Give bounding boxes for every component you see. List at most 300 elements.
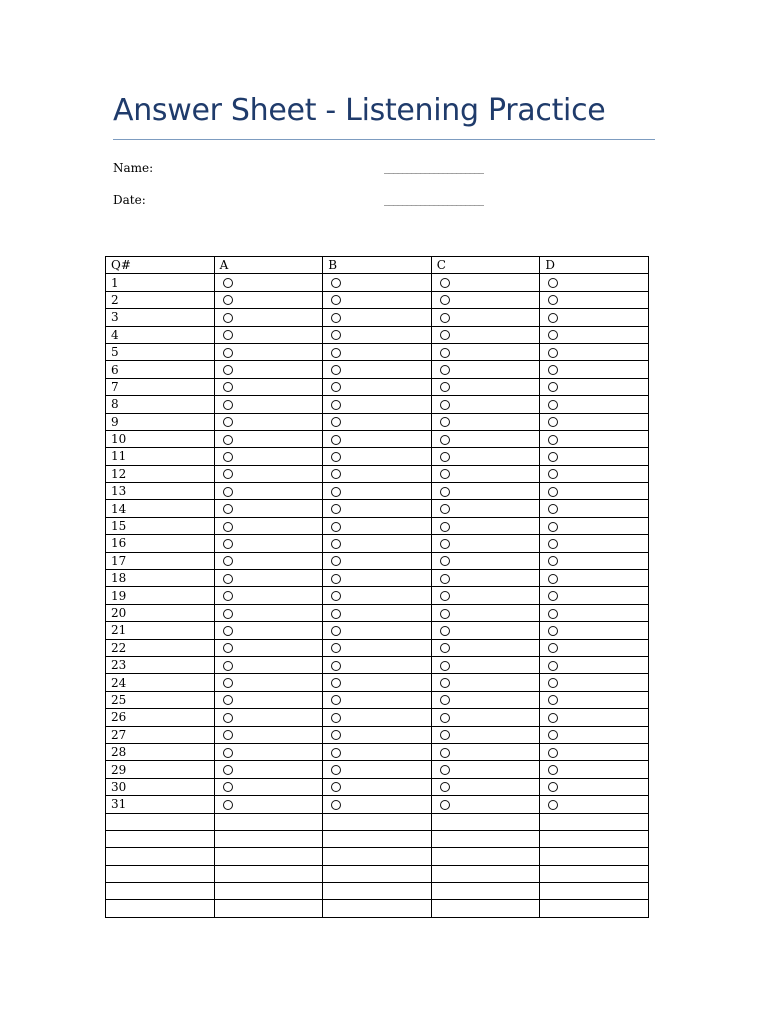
- choice-cell-b: [323, 326, 432, 343]
- circle-icon[interactable]: [440, 800, 450, 810]
- circle-icon[interactable]: [331, 713, 341, 723]
- circle-icon[interactable]: [548, 295, 558, 305]
- circle-icon[interactable]: [223, 765, 233, 775]
- circle-icon[interactable]: [548, 695, 558, 705]
- choice-cell-b: [323, 378, 432, 395]
- circle-icon[interactable]: [331, 504, 341, 514]
- empty-cell: [431, 813, 540, 830]
- circle-icon[interactable]: [223, 417, 233, 427]
- table-row: [106, 604, 649, 621]
- circle-icon[interactable]: [440, 487, 450, 497]
- circle-icon[interactable]: [548, 452, 558, 462]
- choice-cell-d: [540, 413, 649, 430]
- date-label: Date:: [113, 193, 146, 207]
- circle-icon[interactable]: [440, 417, 450, 427]
- circle-icon[interactable]: [223, 278, 233, 288]
- circle-icon[interactable]: [223, 678, 233, 688]
- question-number: 1: [106, 274, 215, 291]
- circle-icon[interactable]: [223, 713, 233, 723]
- choice-cell-b: [323, 778, 432, 795]
- choice-cell-c: [431, 465, 540, 482]
- circle-icon[interactable]: [548, 591, 558, 601]
- empty-cell: [214, 830, 323, 847]
- empty-cell: [431, 830, 540, 847]
- header-b: B: [323, 257, 432, 274]
- question-number: 29: [106, 761, 215, 778]
- question-number: 21: [106, 622, 215, 639]
- circle-icon[interactable]: [440, 695, 450, 705]
- question-number: 27: [106, 726, 215, 743]
- circle-icon[interactable]: [548, 365, 558, 375]
- circle-icon[interactable]: [548, 626, 558, 636]
- empty-cell: [540, 865, 649, 882]
- question-number: 14: [106, 500, 215, 517]
- choice-cell-b: [323, 535, 432, 552]
- circle-icon[interactable]: [440, 365, 450, 375]
- circle-icon[interactable]: [548, 469, 558, 479]
- choice-cell-a: [214, 361, 323, 378]
- choice-cell-d: [540, 691, 649, 708]
- table-row: [106, 448, 649, 465]
- circle-icon[interactable]: [548, 539, 558, 549]
- question-number: 12: [106, 465, 215, 482]
- table-row: [106, 361, 649, 378]
- empty-cell: [323, 900, 432, 917]
- table-row: [106, 709, 649, 726]
- table-row: [106, 274, 649, 291]
- circle-icon[interactable]: [440, 330, 450, 340]
- choice-cell-a: [214, 413, 323, 430]
- circle-icon[interactable]: [223, 574, 233, 584]
- circle-icon[interactable]: [440, 295, 450, 305]
- choice-cell-c: [431, 448, 540, 465]
- empty-row: [106, 900, 649, 917]
- circle-icon[interactable]: [331, 765, 341, 775]
- choice-cell-c: [431, 778, 540, 795]
- circle-icon[interactable]: [440, 348, 450, 358]
- circle-icon[interactable]: [331, 661, 341, 671]
- circle-icon[interactable]: [331, 469, 341, 479]
- circle-icon[interactable]: [223, 661, 233, 671]
- choice-cell-a: [214, 604, 323, 621]
- circle-icon[interactable]: [331, 487, 341, 497]
- answer-table: [105, 256, 649, 918]
- choice-cell-b: [323, 709, 432, 726]
- choice-cell-b: [323, 743, 432, 760]
- empty-cell: [540, 830, 649, 847]
- choice-cell-d: [540, 622, 649, 639]
- circle-icon[interactable]: [440, 661, 450, 671]
- choice-cell-d: [540, 796, 649, 813]
- circle-icon[interactable]: [331, 400, 341, 410]
- circle-icon[interactable]: [440, 591, 450, 601]
- circle-icon[interactable]: [331, 782, 341, 792]
- table-row: [106, 552, 649, 569]
- circle-icon[interactable]: [548, 522, 558, 532]
- table-row: [106, 413, 649, 430]
- table-row: [106, 309, 649, 326]
- choice-cell-a: [214, 378, 323, 395]
- circle-icon[interactable]: [440, 469, 450, 479]
- choice-cell-c: [431, 430, 540, 447]
- circle-icon[interactable]: [548, 748, 558, 758]
- circle-icon[interactable]: [223, 748, 233, 758]
- circle-icon[interactable]: [223, 591, 233, 601]
- circle-icon[interactable]: [548, 330, 558, 340]
- circle-icon[interactable]: [223, 400, 233, 410]
- circle-icon[interactable]: [548, 313, 558, 323]
- circle-icon[interactable]: [548, 609, 558, 619]
- choice-cell-b: [323, 674, 432, 691]
- name-label: Name:: [113, 161, 154, 175]
- choice-cell-a: [214, 326, 323, 343]
- question-number: 30: [106, 778, 215, 795]
- choice-cell-a: [214, 274, 323, 291]
- circle-icon[interactable]: [440, 313, 450, 323]
- circle-icon[interactable]: [331, 800, 341, 810]
- choice-cell-a: [214, 500, 323, 517]
- choice-cell-b: [323, 726, 432, 743]
- empty-cell: [540, 900, 649, 917]
- empty-row: [106, 883, 649, 900]
- circle-icon[interactable]: [331, 626, 341, 636]
- circle-icon[interactable]: [331, 678, 341, 688]
- circle-icon[interactable]: [331, 278, 341, 288]
- choice-cell-a: [214, 691, 323, 708]
- empty-cell: [323, 883, 432, 900]
- choice-cell-b: [323, 656, 432, 673]
- choice-cell-b: [323, 483, 432, 500]
- question-number: 31: [106, 796, 215, 813]
- choice-cell-c: [431, 796, 540, 813]
- circle-icon[interactable]: [331, 556, 341, 566]
- circle-icon[interactable]: [331, 748, 341, 758]
- circle-icon[interactable]: [548, 730, 558, 740]
- choice-cell-d: [540, 500, 649, 517]
- header-c: C: [431, 257, 540, 274]
- table-row: [106, 691, 649, 708]
- circle-icon[interactable]: [440, 609, 450, 619]
- empty-row: [106, 830, 649, 847]
- circle-icon[interactable]: [440, 504, 450, 514]
- table-row: [106, 430, 649, 447]
- empty-cell: [214, 883, 323, 900]
- question-number: 10: [106, 430, 215, 447]
- choice-cell-d: [540, 587, 649, 604]
- choice-cell-d: [540, 378, 649, 395]
- circle-icon[interactable]: [223, 452, 233, 462]
- choice-cell-a: [214, 587, 323, 604]
- circle-icon[interactable]: [331, 382, 341, 392]
- circle-icon[interactable]: [548, 435, 558, 445]
- empty-cell: [431, 848, 540, 865]
- circle-icon[interactable]: [440, 435, 450, 445]
- circle-icon[interactable]: [548, 278, 558, 288]
- choice-cell-a: [214, 291, 323, 308]
- choice-cell-b: [323, 517, 432, 534]
- table-row: [106, 465, 649, 482]
- circle-icon[interactable]: [440, 574, 450, 584]
- choice-cell-c: [431, 691, 540, 708]
- choice-cell-d: [540, 639, 649, 656]
- circle-icon[interactable]: [223, 435, 233, 445]
- circle-icon[interactable]: [440, 678, 450, 688]
- question-number: 23: [106, 656, 215, 673]
- circle-icon[interactable]: [331, 522, 341, 532]
- circle-icon[interactable]: [331, 330, 341, 340]
- circle-icon[interactable]: [440, 556, 450, 566]
- choice-cell-a: [214, 430, 323, 447]
- circle-icon[interactable]: [548, 382, 558, 392]
- empty-cell: [106, 813, 215, 830]
- circle-icon[interactable]: [223, 487, 233, 497]
- choice-cell-b: [323, 396, 432, 413]
- question-number: 4: [106, 326, 215, 343]
- choice-cell-d: [540, 274, 649, 291]
- choice-cell-d: [540, 430, 649, 447]
- choice-cell-d: [540, 674, 649, 691]
- header-question: Q#: [106, 257, 215, 274]
- choice-cell-c: [431, 656, 540, 673]
- table-row: [106, 656, 649, 673]
- choice-cell-d: [540, 309, 649, 326]
- circle-icon[interactable]: [440, 730, 450, 740]
- circle-icon[interactable]: [223, 556, 233, 566]
- circle-icon[interactable]: [331, 574, 341, 584]
- circle-icon[interactable]: [223, 730, 233, 740]
- circle-icon[interactable]: [223, 382, 233, 392]
- table-row: [106, 587, 649, 604]
- circle-icon[interactable]: [331, 452, 341, 462]
- choice-cell-c: [431, 309, 540, 326]
- choice-cell-c: [431, 413, 540, 430]
- choice-cell-a: [214, 535, 323, 552]
- question-number: 9: [106, 413, 215, 430]
- choice-cell-a: [214, 622, 323, 639]
- question-number: 20: [106, 604, 215, 621]
- empty-cell: [106, 900, 215, 917]
- header-d: D: [540, 257, 649, 274]
- circle-icon[interactable]: [223, 348, 233, 358]
- choice-cell-c: [431, 396, 540, 413]
- choice-cell-c: [431, 743, 540, 760]
- choice-cell-b: [323, 639, 432, 656]
- choice-cell-b: [323, 552, 432, 569]
- choice-cell-c: [431, 378, 540, 395]
- choice-cell-c: [431, 587, 540, 604]
- circle-icon[interactable]: [331, 539, 341, 549]
- empty-row: [106, 813, 649, 830]
- choice-cell-c: [431, 291, 540, 308]
- circle-icon[interactable]: [223, 313, 233, 323]
- circle-icon[interactable]: [223, 504, 233, 514]
- question-number: 11: [106, 448, 215, 465]
- choice-cell-b: [323, 361, 432, 378]
- circle-icon[interactable]: [548, 782, 558, 792]
- choice-cell-b: [323, 761, 432, 778]
- circle-icon[interactable]: [440, 382, 450, 392]
- circle-icon[interactable]: [331, 609, 341, 619]
- choice-cell-d: [540, 343, 649, 360]
- circle-icon[interactable]: [223, 365, 233, 375]
- choice-cell-a: [214, 570, 323, 587]
- table-row: [106, 483, 649, 500]
- choice-cell-a: [214, 796, 323, 813]
- choice-cell-c: [431, 761, 540, 778]
- circle-icon[interactable]: [440, 278, 450, 288]
- question-number: 26: [106, 709, 215, 726]
- choice-cell-c: [431, 326, 540, 343]
- empty-cell: [431, 865, 540, 882]
- circle-icon[interactable]: [548, 661, 558, 671]
- circle-icon[interactable]: [223, 800, 233, 810]
- choice-cell-d: [540, 570, 649, 587]
- circle-icon[interactable]: [440, 713, 450, 723]
- choice-cell-d: [540, 552, 649, 569]
- choice-cell-d: [540, 743, 649, 760]
- choice-cell-d: [540, 517, 649, 534]
- circle-icon[interactable]: [440, 522, 450, 532]
- circle-icon[interactable]: [548, 800, 558, 810]
- question-number: 6: [106, 361, 215, 378]
- circle-icon[interactable]: [548, 400, 558, 410]
- empty-cell: [431, 900, 540, 917]
- empty-cell: [323, 813, 432, 830]
- question-number: 7: [106, 378, 215, 395]
- choice-cell-b: [323, 570, 432, 587]
- circle-icon[interactable]: [223, 782, 233, 792]
- choice-cell-d: [540, 465, 649, 482]
- table-row: [106, 343, 649, 360]
- choice-cell-a: [214, 309, 323, 326]
- empty-cell: [214, 865, 323, 882]
- empty-cell: [540, 848, 649, 865]
- circle-icon[interactable]: [223, 609, 233, 619]
- circle-icon[interactable]: [548, 574, 558, 584]
- choice-cell-a: [214, 761, 323, 778]
- choice-cell-c: [431, 500, 540, 517]
- choice-cell-a: [214, 396, 323, 413]
- choice-cell-d: [540, 778, 649, 795]
- circle-icon[interactable]: [223, 295, 233, 305]
- choice-cell-a: [214, 743, 323, 760]
- empty-cell: [540, 813, 649, 830]
- choice-cell-b: [323, 309, 432, 326]
- choice-cell-b: [323, 796, 432, 813]
- choice-cell-c: [431, 483, 540, 500]
- choice-cell-a: [214, 465, 323, 482]
- name-line[interactable]: ______________________: [384, 161, 483, 174]
- choice-cell-b: [323, 465, 432, 482]
- circle-icon[interactable]: [331, 365, 341, 375]
- page-title: Answer Sheet - Listening Practice: [113, 93, 606, 128]
- circle-icon[interactable]: [440, 643, 450, 653]
- circle-icon[interactable]: [223, 626, 233, 636]
- empty-row: [106, 865, 649, 882]
- header-a: A: [214, 257, 323, 274]
- circle-icon[interactable]: [331, 730, 341, 740]
- table-row: [106, 326, 649, 343]
- choice-cell-a: [214, 778, 323, 795]
- question-number: 13: [106, 483, 215, 500]
- circle-icon[interactable]: [331, 695, 341, 705]
- circle-icon[interactable]: [440, 539, 450, 549]
- circle-icon[interactable]: [331, 591, 341, 601]
- circle-icon[interactable]: [440, 765, 450, 775]
- empty-cell: [540, 883, 649, 900]
- table-row: [106, 674, 649, 691]
- table-row: [106, 535, 649, 552]
- choice-cell-d: [540, 483, 649, 500]
- circle-icon[interactable]: [331, 643, 341, 653]
- choice-cell-c: [431, 552, 540, 569]
- circle-icon[interactable]: [223, 643, 233, 653]
- circle-icon[interactable]: [331, 295, 341, 305]
- circle-icon[interactable]: [440, 748, 450, 758]
- choice-cell-b: [323, 291, 432, 308]
- question-number: 19: [106, 587, 215, 604]
- choice-cell-d: [540, 326, 649, 343]
- circle-icon[interactable]: [223, 522, 233, 532]
- circle-icon[interactable]: [548, 765, 558, 775]
- choice-cell-b: [323, 430, 432, 447]
- empty-cell: [214, 848, 323, 865]
- circle-icon[interactable]: [548, 487, 558, 497]
- choice-cell-c: [431, 517, 540, 534]
- circle-icon[interactable]: [223, 695, 233, 705]
- circle-icon[interactable]: [548, 643, 558, 653]
- empty-cell: [323, 830, 432, 847]
- table-row: [106, 291, 649, 308]
- table-row: [106, 778, 649, 795]
- choice-cell-c: [431, 343, 540, 360]
- choice-cell-d: [540, 361, 649, 378]
- choice-cell-b: [323, 622, 432, 639]
- circle-icon[interactable]: [331, 417, 341, 427]
- circle-icon[interactable]: [548, 348, 558, 358]
- circle-icon[interactable]: [440, 400, 450, 410]
- circle-icon[interactable]: [331, 313, 341, 323]
- circle-icon[interactable]: [331, 348, 341, 358]
- circle-icon[interactable]: [548, 504, 558, 514]
- choice-cell-b: [323, 448, 432, 465]
- circle-icon[interactable]: [548, 556, 558, 566]
- empty-cell: [214, 813, 323, 830]
- date-line[interactable]: ______________________: [384, 193, 483, 206]
- circle-icon[interactable]: [440, 452, 450, 462]
- circle-icon[interactable]: [223, 469, 233, 479]
- choice-cell-a: [214, 552, 323, 569]
- circle-icon[interactable]: [223, 330, 233, 340]
- table-row: [106, 726, 649, 743]
- circle-icon[interactable]: [548, 417, 558, 427]
- circle-icon[interactable]: [440, 626, 450, 636]
- choice-cell-d: [540, 709, 649, 726]
- choice-cell-b: [323, 500, 432, 517]
- circle-icon[interactable]: [548, 678, 558, 688]
- table-row: [106, 761, 649, 778]
- circle-icon[interactable]: [331, 435, 341, 445]
- table-row: [106, 743, 649, 760]
- choice-cell-d: [540, 726, 649, 743]
- choice-cell-c: [431, 274, 540, 291]
- circle-icon[interactable]: [440, 782, 450, 792]
- choice-cell-d: [540, 291, 649, 308]
- circle-icon[interactable]: [223, 539, 233, 549]
- empty-cell: [106, 848, 215, 865]
- question-number: 8: [106, 396, 215, 413]
- circle-icon[interactable]: [548, 713, 558, 723]
